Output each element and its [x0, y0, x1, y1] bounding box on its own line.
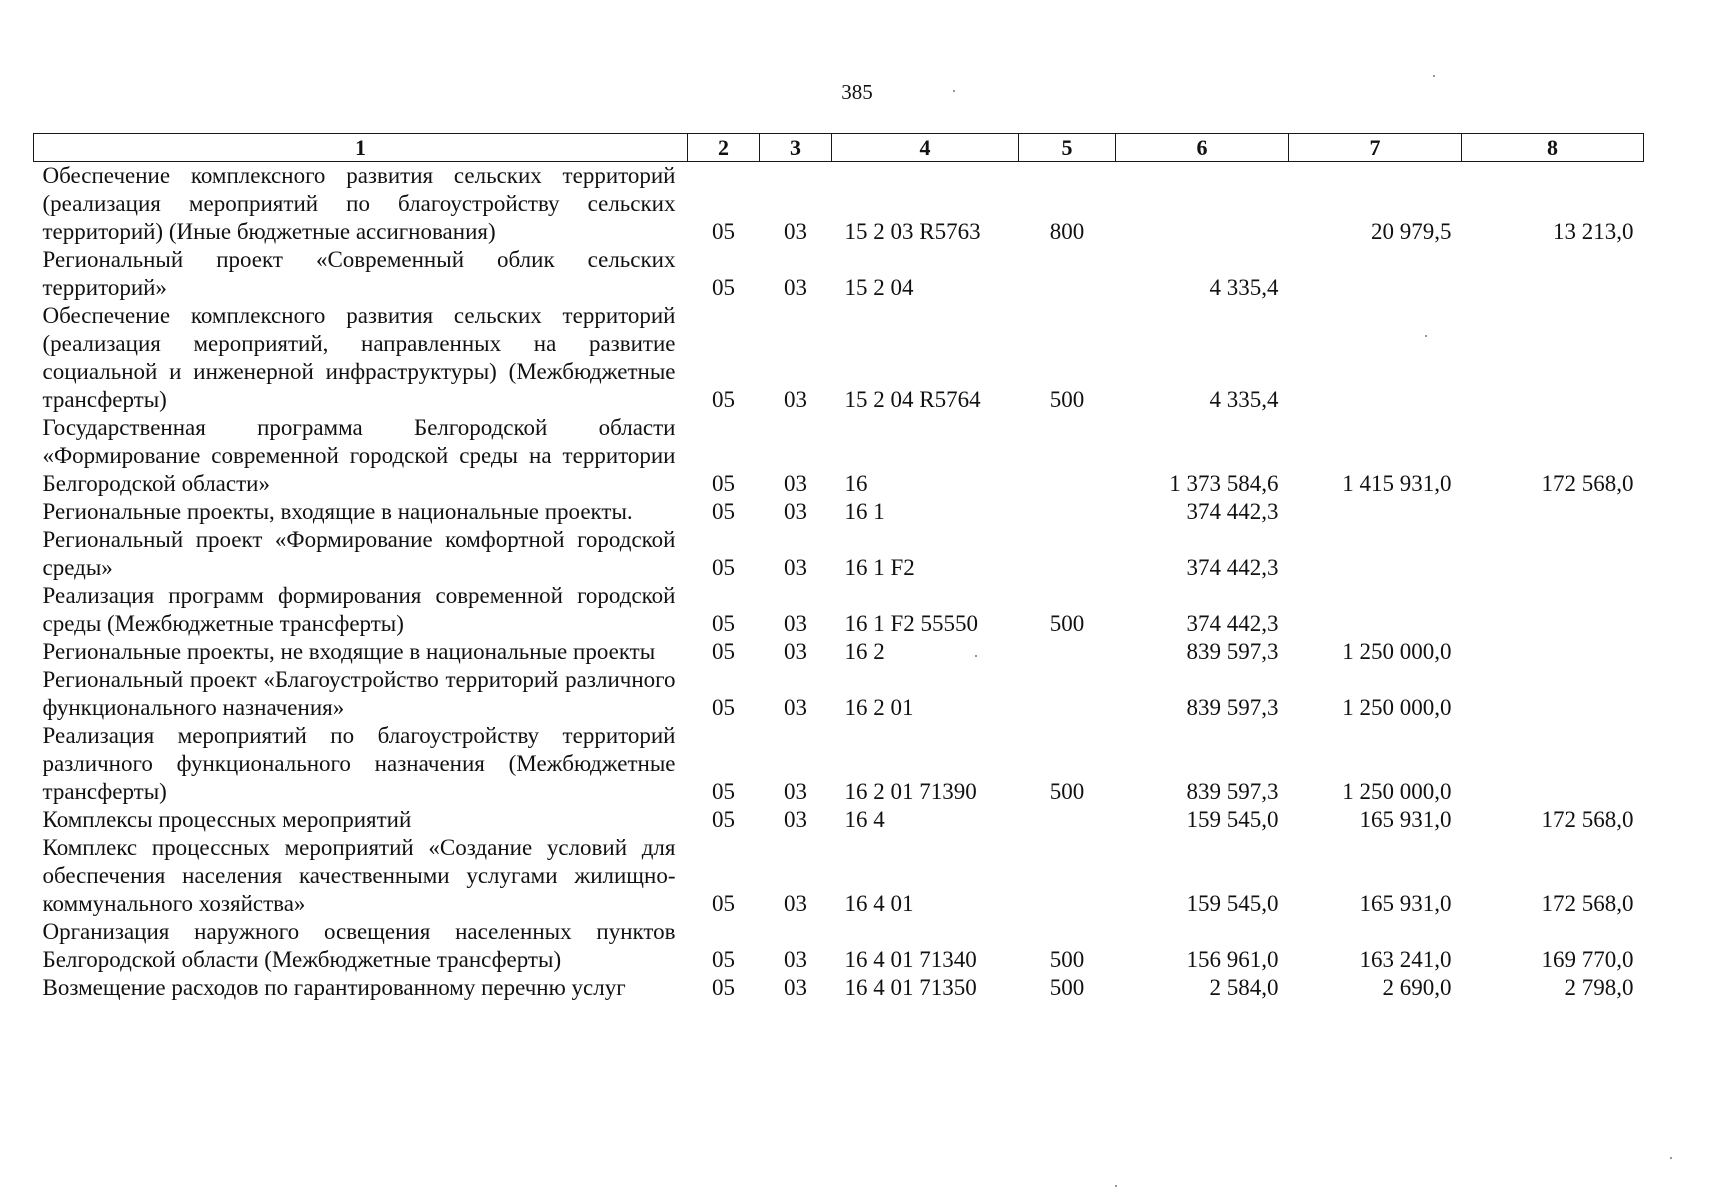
row-amount-6: 159 545,0: [1186, 807, 1279, 832]
row-amount-6: 374 442,3: [1186, 555, 1279, 580]
row-amount-8: 169 770,0: [1541, 947, 1634, 972]
page-number: 385: [841, 80, 873, 104]
row-section: 05: [712, 639, 735, 664]
row-target-code: 16 4: [844, 807, 885, 832]
scan-speck: [953, 90, 955, 92]
table-row: [34, 302, 1644, 414]
row-section: 05: [712, 499, 735, 524]
table-row: [34, 526, 1644, 582]
row-amount-7: 20 979,5: [1371, 219, 1452, 244]
table-row: [34, 974, 1644, 1002]
row-amount-8: [1462, 302, 1644, 414]
row-expense-type: [1019, 806, 1116, 834]
row-section: 05: [712, 555, 735, 580]
row-amount-8: 172 568,0: [1541, 471, 1634, 496]
budget-table: [33, 133, 1644, 1002]
row-subsection: 03: [784, 639, 807, 664]
row-section: 05: [712, 891, 735, 916]
header-col-3: 3: [760, 134, 832, 162]
row-amount-7: [1289, 302, 1462, 414]
row-amount-7: 2 690,0: [1382, 975, 1452, 1000]
row-amount-8: [1462, 582, 1644, 638]
row-target-code: 16: [844, 471, 868, 496]
row-subsection: 03: [784, 555, 807, 580]
row-amount-8: 13 213,0: [1553, 219, 1634, 244]
row-name: Региональные проекты, входящие в национальные проекты.: [42, 499, 633, 524]
row-subsection: 03: [784, 695, 807, 720]
row-expense-type: [1019, 246, 1116, 302]
row-amount-8: [1462, 526, 1644, 582]
row-name: Возмещение расходов по гарантированному перечню услуг: [42, 975, 626, 1000]
row-name: Государственная программа Белгородской области «Формирование современной городской среды на территории Белгородской области»: [42, 415, 676, 496]
row-name: Обеспечение комплексного развития сельских территорий (реализация мероприятий, направленных на развитие социальной и инженерной инфраструктуры) (Межбюджетные трансферты): [42, 303, 676, 412]
row-section: 05: [712, 387, 735, 412]
row-amount-6: 839 597,3: [1186, 779, 1279, 804]
row-amount-7: [1289, 526, 1462, 582]
row-target-code: 15 2 04: [844, 275, 914, 300]
table-row: [34, 498, 1644, 526]
row-subsection: 03: [784, 499, 807, 524]
row-expense-type: [1019, 498, 1116, 526]
row-expense-type: [1019, 414, 1116, 498]
row-section: 05: [712, 975, 735, 1000]
scan-speck: [1433, 75, 1435, 77]
row-subsection: 03: [784, 807, 807, 832]
row-amount-6: 4 335,4: [1209, 275, 1279, 300]
row-amount-7: [1289, 246, 1462, 302]
row-expense-type: 500: [1049, 947, 1085, 972]
row-amount-8: [1462, 722, 1644, 806]
row-target-code: 15 2 04 R5764: [844, 387, 981, 412]
scan-speck: [1425, 335, 1427, 337]
table-row: [34, 666, 1644, 722]
row-expense-type: 800: [1049, 219, 1085, 244]
row-amount-7: [1289, 498, 1462, 526]
row-amount-6: 839 597,3: [1186, 695, 1279, 720]
table-row: [34, 582, 1644, 638]
row-amount-8: [1462, 666, 1644, 722]
header-col-2: 2: [688, 134, 760, 162]
row-amount-7: 165 931,0: [1359, 891, 1452, 916]
row-amount-6: 374 442,3: [1186, 499, 1279, 524]
row-target-code: 15 2 03 R5763: [844, 219, 981, 244]
row-expense-type: [1019, 666, 1116, 722]
row-name: Региональный проект «Современный облик сельских территорий»: [42, 247, 676, 300]
row-amount-7: [1289, 582, 1462, 638]
row-amount-6: 839 597,3: [1186, 639, 1279, 664]
row-amount-6: 374 442,3: [1186, 611, 1279, 636]
scan-speck: [975, 655, 977, 657]
row-name: Организация наружного освещения населенных пунктов Белгородской области (Межбюджетные трансферты): [42, 919, 676, 972]
row-amount-6: 4 335,4: [1209, 387, 1279, 412]
row-name: Обеспечение комплексного развития сельских территорий (реализация мероприятий по благоустройству сельских территорий) (Иные бюджетные ассигнования): [42, 163, 676, 244]
row-target-code: 16 2: [844, 639, 885, 664]
row-subsection: 03: [784, 947, 807, 972]
header-col-8: 8: [1462, 134, 1644, 162]
row-section: 05: [712, 275, 735, 300]
row-section: 05: [712, 947, 735, 972]
row-target-code: 16 2 01 71390: [844, 779, 977, 804]
table-row: [34, 834, 1644, 918]
row-target-code: 16 1 F2: [844, 555, 915, 580]
row-target-code: 16 4 01: [844, 891, 914, 916]
row-amount-7: 163 241,0: [1359, 947, 1452, 972]
row-target-code: 16 1 F2 55550: [844, 611, 979, 636]
table-header: [34, 134, 1644, 162]
row-amount-8: [1462, 246, 1644, 302]
row-target-code: 16 4 01 71350: [844, 975, 977, 1000]
row-name: Реализация программ формирования современной городской среды (Межбюджетные трансферты): [42, 583, 676, 636]
row-name: Реализация мероприятий по благоустройству территорий различного функционального назначения (Межбюджетные трансферты): [42, 723, 676, 804]
row-amount-8: [1462, 638, 1644, 666]
row-subsection: 03: [784, 275, 807, 300]
row-amount-7: 165 931,0: [1359, 807, 1452, 832]
header-col-6: 6: [1116, 134, 1289, 162]
header-col-4: 4: [832, 134, 1019, 162]
row-subsection: 03: [784, 611, 807, 636]
row-amount-8: 2 798,0: [1564, 975, 1634, 1000]
table-row: [34, 722, 1644, 806]
row-subsection: 03: [784, 471, 807, 496]
row-target-code: 16 1: [844, 499, 885, 524]
table-row: [34, 806, 1644, 834]
table-row: [34, 414, 1644, 498]
row-section: 05: [712, 695, 735, 720]
row-name: Комплексы процессных мероприятий: [42, 807, 412, 832]
row-amount-7: 1 250 000,0: [1342, 639, 1452, 664]
table-row: [34, 246, 1644, 302]
header-col-7: 7: [1289, 134, 1462, 162]
row-amount-7: 1 250 000,0: [1342, 779, 1452, 804]
row-expense-type: [1019, 526, 1116, 582]
row-name: Региональный проект «Благоустройство территорий различного функционального назначения»: [42, 667, 676, 720]
row-expense-type: 500: [1049, 975, 1085, 1000]
header-col-1: 1: [34, 134, 688, 162]
row-section: 05: [712, 219, 735, 244]
row-section: 05: [712, 611, 735, 636]
row-section: 05: [712, 779, 735, 804]
row-name: Региональный проект «Формирование комфортной городской среды»: [42, 527, 676, 580]
row-amount-7: 1 415 931,0: [1342, 471, 1452, 496]
row-subsection: 03: [784, 219, 807, 244]
row-amount-8: 172 568,0: [1541, 891, 1634, 916]
row-expense-type: 500: [1049, 779, 1085, 804]
row-target-code: 16 2 01: [844, 695, 914, 720]
row-name: Региональные проекты, не входящие в национальные проекты: [42, 639, 656, 664]
row-amount-8: 172 568,0: [1541, 807, 1634, 832]
scan-speck: [1670, 1157, 1672, 1159]
row-expense-type: [1019, 834, 1116, 918]
row-expense-type: 500: [1049, 387, 1085, 412]
row-name: Комплекс процессных мероприятий «Создание условий для обеспечения населения качественными услугами жилищно-коммунального хозяйства»: [42, 835, 676, 916]
row-target-code: 16 4 01 71340: [844, 947, 977, 972]
table-body: [34, 162, 1644, 1003]
row-amount-7: 1 250 000,0: [1342, 695, 1452, 720]
row-expense-type: [1019, 638, 1116, 666]
table-row: [34, 918, 1644, 974]
row-amount-6: 2 584,0: [1209, 975, 1279, 1000]
row-subsection: 03: [784, 891, 807, 916]
table-row: [34, 162, 1644, 247]
row-subsection: 03: [784, 975, 807, 1000]
row-amount-8: [1462, 498, 1644, 526]
header-col-5: 5: [1019, 134, 1116, 162]
row-amount-6: [1116, 162, 1289, 247]
row-amount-6: 159 545,0: [1186, 891, 1279, 916]
row-subsection: 03: [784, 779, 807, 804]
header-row: [34, 134, 1644, 162]
table-row: [34, 638, 1644, 666]
row-expense-type: 500: [1049, 611, 1085, 636]
row-section: 05: [712, 471, 735, 496]
row-subsection: 03: [784, 387, 807, 412]
row-section: 05: [712, 807, 735, 832]
row-amount-6: 1 373 584,6: [1169, 471, 1279, 496]
row-amount-6: 156 961,0: [1186, 947, 1279, 972]
scan-speck: [1115, 1185, 1117, 1187]
